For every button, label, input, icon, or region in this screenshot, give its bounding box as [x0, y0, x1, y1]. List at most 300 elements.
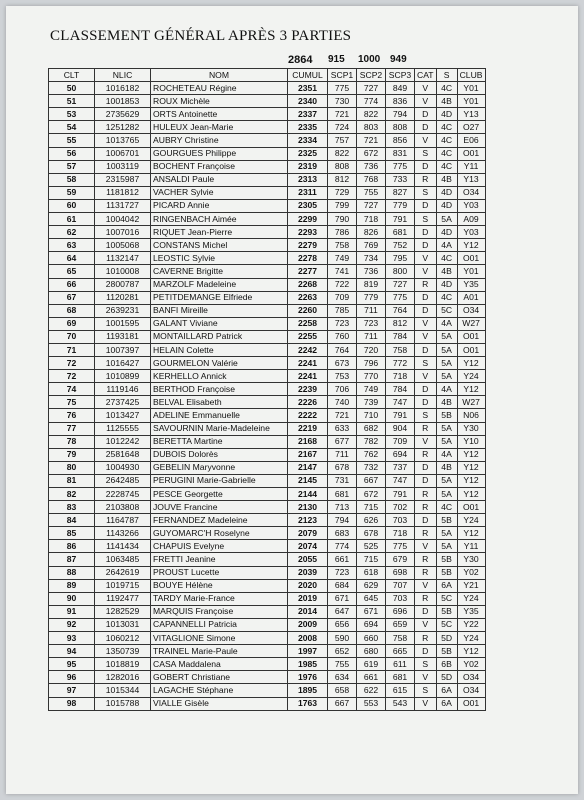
table-row — [49, 160, 486, 173]
cell-nlic: 1010008 — [95, 265, 151, 278]
cell-nom: HULEUX Jean-Marie — [151, 121, 288, 134]
cell-scp3: 758 — [386, 632, 415, 645]
cell-cat: D — [415, 108, 437, 121]
cell-cat: V — [415, 697, 437, 710]
cell-club: O34 — [457, 304, 485, 317]
table-row — [49, 632, 486, 645]
cell-club: O34 — [457, 684, 485, 697]
cell-scp2: 720 — [357, 343, 386, 356]
cell-nom: GALANT Viviane — [151, 317, 288, 330]
cell-club: O01 — [457, 252, 485, 265]
cell-scp1: 740 — [328, 396, 357, 409]
cell-cat: D — [415, 343, 437, 356]
cell-scp1: 794 — [328, 514, 357, 527]
cell-cat: V — [415, 252, 437, 265]
cell-scp1: 729 — [328, 186, 357, 199]
cell-nom: JOUVE Francine — [151, 501, 288, 514]
cell-s: 5A — [436, 435, 457, 448]
cell-scp2: 661 — [357, 671, 386, 684]
cell-club: Y12 — [457, 461, 485, 474]
table-row — [49, 108, 486, 121]
cell-nom: GOURGUES Philippe — [151, 147, 288, 160]
cell-scp3: 775 — [386, 291, 415, 304]
cell-nom: GOURMELON Valérie — [151, 357, 288, 370]
header-cat: CAT — [415, 69, 437, 82]
cell-cumul: 1895 — [288, 684, 328, 697]
cell-club: Y03 — [457, 226, 485, 239]
cell-cumul: 2167 — [288, 448, 328, 461]
cell-scp1: 661 — [328, 553, 357, 566]
cell-scp1: 723 — [328, 566, 357, 579]
cell-scp3: 696 — [386, 605, 415, 618]
cell-club: Y24 — [457, 632, 485, 645]
cell-cat: S — [415, 147, 437, 160]
cell-cat: D — [415, 226, 437, 239]
cell-clt: 82 — [49, 488, 95, 501]
cell-nlic: 1164787 — [95, 514, 151, 527]
cell-cat: D — [415, 645, 437, 658]
cell-nom: KERHELLO Annick — [151, 370, 288, 383]
cell-cat: S — [415, 409, 437, 422]
cell-scp1: 722 — [328, 278, 357, 291]
cell-scp1: 671 — [328, 592, 357, 605]
cell-club: Y24 — [457, 514, 485, 527]
table-row — [49, 304, 486, 317]
cell-cat: V — [415, 95, 437, 108]
cell-nom: CAVERNE Brigitte — [151, 265, 288, 278]
cell-scp1: 741 — [328, 265, 357, 278]
cell-nlic: 1141434 — [95, 540, 151, 553]
cell-scp2: 626 — [357, 514, 386, 527]
table-body — [49, 82, 486, 711]
cell-scp1: 790 — [328, 213, 357, 226]
cell-nom: FRETTI Jeanine — [151, 553, 288, 566]
cell-s: 5A — [436, 488, 457, 501]
cell-cumul: 2008 — [288, 632, 328, 645]
cell-cumul: 2242 — [288, 343, 328, 356]
cell-nom: BANFI Mireille — [151, 304, 288, 317]
cell-cumul: 2337 — [288, 108, 328, 121]
table-row — [49, 435, 486, 448]
cell-scp1: 633 — [328, 422, 357, 435]
table-row — [49, 252, 486, 265]
cell-cat: S — [415, 357, 437, 370]
cell-cat: R — [415, 566, 437, 579]
cell-scp2: 672 — [357, 488, 386, 501]
cell-scp3: 791 — [386, 488, 415, 501]
cell-nlic: 2581648 — [95, 448, 151, 461]
cell-cumul: 2279 — [288, 239, 328, 252]
cell-s: 5A — [436, 527, 457, 540]
cell-nlic: 1007016 — [95, 226, 151, 239]
cell-scp2: 803 — [357, 121, 386, 134]
cell-cat: D — [415, 199, 437, 212]
cell-nlic: 1192477 — [95, 592, 151, 605]
cell-cat: V — [415, 671, 437, 684]
cell-scp3: 779 — [386, 199, 415, 212]
cell-clt: 64 — [49, 252, 95, 265]
cell-s: 5A — [436, 370, 457, 383]
cell-clt: 85 — [49, 527, 95, 540]
table-row — [49, 383, 486, 396]
cell-s: 4A — [436, 448, 457, 461]
cell-scp2: 711 — [357, 330, 386, 343]
cell-scp2: 678 — [357, 527, 386, 540]
cell-nlic: 1131727 — [95, 199, 151, 212]
cell-scp1: 590 — [328, 632, 357, 645]
cell-scp2: 718 — [357, 213, 386, 226]
cell-nlic: 1193181 — [95, 330, 151, 343]
cell-cat: D — [415, 474, 437, 487]
cell-nlic: 1060212 — [95, 632, 151, 645]
cell-nom: DUBOIS Dolorès — [151, 448, 288, 461]
cell-club: Y10 — [457, 435, 485, 448]
table-row — [49, 199, 486, 212]
cell-scp3: 681 — [386, 226, 415, 239]
cell-s: 4D — [436, 226, 457, 239]
cell-scp2: 619 — [357, 658, 386, 671]
cell-cat: R — [415, 278, 437, 291]
cell-scp3: 794 — [386, 108, 415, 121]
table-row — [49, 278, 486, 291]
cell-club: Y24 — [457, 592, 485, 605]
cell-cat: R — [415, 448, 437, 461]
table-row — [49, 566, 486, 579]
cell-nom: CAPANNELLI Patricia — [151, 618, 288, 631]
cell-club: N06 — [457, 409, 485, 422]
cell-scp2: 796 — [357, 357, 386, 370]
cell-club: Y12 — [457, 357, 485, 370]
cell-club: Y01 — [457, 265, 485, 278]
cell-scp2: 732 — [357, 461, 386, 474]
cell-scp3: 543 — [386, 697, 415, 710]
cell-nlic: 2639231 — [95, 304, 151, 317]
cell-s: 6A — [436, 684, 457, 697]
cell-clt: 75 — [49, 396, 95, 409]
cell-nlic: 1015344 — [95, 684, 151, 697]
table-row — [49, 553, 486, 566]
cell-nom: GUYOMARC'H Roselyne — [151, 527, 288, 540]
cell-nlic: 1125555 — [95, 422, 151, 435]
cell-scp1: 760 — [328, 330, 357, 343]
cell-nom: GOBERT Christiane — [151, 671, 288, 684]
cell-club: O01 — [457, 501, 485, 514]
cell-nlic: 1120281 — [95, 291, 151, 304]
cell-scp1: 634 — [328, 671, 357, 684]
cell-nlic: 1015788 — [95, 697, 151, 710]
cell-nlic: 1010899 — [95, 370, 151, 383]
cell-club: O01 — [457, 343, 485, 356]
cell-nom: VITAGLIONE Simone — [151, 632, 288, 645]
cell-scp3: 709 — [386, 435, 415, 448]
cell-s: 4C — [436, 134, 457, 147]
table-row — [49, 186, 486, 199]
cell-scp3: 727 — [386, 278, 415, 291]
cell-scp2: 822 — [357, 108, 386, 121]
cell-club: Y12 — [457, 527, 485, 540]
cell-scp3: 904 — [386, 422, 415, 435]
cell-cumul: 2311 — [288, 186, 328, 199]
cell-scp1: 786 — [328, 226, 357, 239]
cell-cumul: 2351 — [288, 82, 328, 95]
cell-s: 5A — [436, 343, 457, 356]
cell-cat: V — [415, 579, 437, 592]
cell-scp3: 747 — [386, 396, 415, 409]
table-row — [49, 501, 486, 514]
cell-scp3: 747 — [386, 474, 415, 487]
cell-scp2: 769 — [357, 239, 386, 252]
cell-scp2: 782 — [357, 435, 386, 448]
cell-nlic: 1005068 — [95, 239, 151, 252]
cell-cat: S — [415, 684, 437, 697]
cell-scp3: 808 — [386, 121, 415, 134]
cell-s: 4C — [436, 291, 457, 304]
cell-scp1: 658 — [328, 684, 357, 697]
cell-scp2: 715 — [357, 501, 386, 514]
cell-cat: S — [415, 213, 437, 226]
cell-clt: 91 — [49, 605, 95, 618]
cell-clt: 57 — [49, 160, 95, 173]
table-row — [49, 671, 486, 684]
cell-scp3: 758 — [386, 343, 415, 356]
header-scp1: SCP1 — [328, 69, 357, 82]
cell-nom: PETITDEMANGE Elfriede — [151, 291, 288, 304]
cell-nlic: 1013765 — [95, 134, 151, 147]
cell-nom: VACHER Sylvie — [151, 186, 288, 199]
cell-clt: 94 — [49, 645, 95, 658]
cell-clt: 80 — [49, 461, 95, 474]
cell-cumul: 2009 — [288, 618, 328, 631]
cell-club: E06 — [457, 134, 485, 147]
table-row — [49, 618, 486, 631]
cell-nom: TARDY Marie-France — [151, 592, 288, 605]
cell-scp1: 706 — [328, 383, 357, 396]
cell-cumul: 2014 — [288, 605, 328, 618]
cell-cumul: 2241 — [288, 357, 328, 370]
cell-nlic: 1132147 — [95, 252, 151, 265]
cell-club: Y03 — [457, 199, 485, 212]
cell-club: O01 — [457, 330, 485, 343]
cell-nom: ROUX Michèle — [151, 95, 288, 108]
cell-scp3: 611 — [386, 658, 415, 671]
cell-scp1: 755 — [328, 658, 357, 671]
cell-scp3: 694 — [386, 448, 415, 461]
cell-s: 5B — [436, 409, 457, 422]
cell-s: 5B — [436, 514, 457, 527]
cell-cat: R — [415, 527, 437, 540]
cell-scp1: 753 — [328, 370, 357, 383]
cell-club: Y30 — [457, 422, 485, 435]
cell-scp3: 733 — [386, 173, 415, 186]
cell-nlic: 2737425 — [95, 396, 151, 409]
header-clt: CLT — [49, 69, 95, 82]
cell-clt: 95 — [49, 658, 95, 671]
cell-cumul: 2144 — [288, 488, 328, 501]
table-row — [49, 330, 486, 343]
cell-clt: 55 — [49, 134, 95, 147]
cell-scp2: 721 — [357, 134, 386, 147]
cell-nlic: 1007397 — [95, 343, 151, 356]
cell-scp2: 774 — [357, 95, 386, 108]
cell-s: 5B — [436, 605, 457, 618]
cell-s: 4C — [436, 252, 457, 265]
cell-s: 6A — [436, 697, 457, 710]
cell-clt: 84 — [49, 514, 95, 527]
cell-nom: BELVAL Elisabeth — [151, 396, 288, 409]
cell-s: 4C — [436, 160, 457, 173]
cell-s: 4D — [436, 108, 457, 121]
cell-cat: D — [415, 461, 437, 474]
table-row — [49, 684, 486, 697]
cell-clt: 67 — [49, 291, 95, 304]
cell-club: Y12 — [457, 645, 485, 658]
cell-nlic: 1063485 — [95, 553, 151, 566]
cell-scp2: 734 — [357, 252, 386, 265]
cell-scp3: 718 — [386, 370, 415, 383]
cell-cumul: 2055 — [288, 553, 328, 566]
cell-clt: 88 — [49, 566, 95, 579]
top-scp3: 949 — [390, 54, 407, 65]
cell-nom: ADELINE Emmanuelle — [151, 409, 288, 422]
cell-scp1: 730 — [328, 95, 357, 108]
cell-nom: FERNANDEZ Madeleine — [151, 514, 288, 527]
cell-s: 5B — [436, 553, 457, 566]
cell-scp1: 681 — [328, 488, 357, 501]
cell-scp2: 762 — [357, 448, 386, 461]
table-row — [49, 134, 486, 147]
table-row — [49, 265, 486, 278]
cell-nom: BERETTA Martine — [151, 435, 288, 448]
cell-cat: D — [415, 304, 437, 317]
cell-cumul: 2241 — [288, 370, 328, 383]
table-row — [49, 82, 486, 95]
cell-club: Y24 — [457, 370, 485, 383]
table-row — [49, 409, 486, 422]
cell-nom: ORTS Antoinette — [151, 108, 288, 121]
cell-club: Y02 — [457, 658, 485, 671]
cell-club: Y02 — [457, 566, 485, 579]
cell-cumul: 2219 — [288, 422, 328, 435]
cell-cat: V — [415, 330, 437, 343]
cell-club: Y12 — [457, 239, 485, 252]
cell-s: 5B — [436, 566, 457, 579]
cell-cumul: 2278 — [288, 252, 328, 265]
cell-nlic: 1016427 — [95, 357, 151, 370]
cell-club: O01 — [457, 697, 485, 710]
cell-nlic: 1006701 — [95, 147, 151, 160]
page-title: CLASSEMENT GÉNÉRAL APRÈS 3 PARTIES — [50, 28, 352, 44]
cell-cat: V — [415, 435, 437, 448]
cell-s: 5A — [436, 330, 457, 343]
cell-cumul: 2299 — [288, 213, 328, 226]
cell-cat: R — [415, 173, 437, 186]
table-row — [49, 605, 486, 618]
cell-s: 4A — [436, 239, 457, 252]
cell-nlic: 1350739 — [95, 645, 151, 658]
table-row — [49, 514, 486, 527]
cell-scp2: 727 — [357, 199, 386, 212]
cell-club: Y12 — [457, 448, 485, 461]
table-row — [49, 95, 486, 108]
cell-scp3: 679 — [386, 553, 415, 566]
cell-club: Y01 — [457, 82, 485, 95]
cell-nlic: 1003119 — [95, 160, 151, 173]
table-row — [49, 540, 486, 553]
cell-clt: 87 — [49, 553, 95, 566]
cell-cumul: 2263 — [288, 291, 328, 304]
table-row — [49, 527, 486, 540]
header-s: S — [436, 69, 457, 82]
cell-nlic: 1018819 — [95, 658, 151, 671]
cell-cat: S — [415, 658, 437, 671]
cell-nom: PICARD Annie — [151, 199, 288, 212]
cell-nlic: 2800787 — [95, 278, 151, 291]
cell-scp1: 656 — [328, 618, 357, 631]
table-row — [49, 592, 486, 605]
cell-nlic: 1282529 — [95, 605, 151, 618]
cell-clt: 66 — [49, 278, 95, 291]
cell-s: 4B — [436, 95, 457, 108]
cell-scp1: 711 — [328, 448, 357, 461]
cell-cumul: 2222 — [288, 409, 328, 422]
cell-cat: D — [415, 514, 437, 527]
table-row — [49, 645, 486, 658]
cell-cumul: 2039 — [288, 566, 328, 579]
cell-clt: 69 — [49, 317, 95, 330]
table-row — [49, 658, 486, 671]
table-row — [49, 239, 486, 252]
cell-club: Y21 — [457, 579, 485, 592]
cell-scp2: 819 — [357, 278, 386, 291]
cell-club: Y35 — [457, 605, 485, 618]
cell-nlic: 1143266 — [95, 527, 151, 540]
header-nom: NOM — [151, 69, 288, 82]
cell-clt: 56 — [49, 147, 95, 160]
cell-scp2: 770 — [357, 370, 386, 383]
cell-clt: 72 — [49, 357, 95, 370]
table-row — [49, 121, 486, 134]
cell-cumul: 2293 — [288, 226, 328, 239]
cell-s: 5B — [436, 645, 457, 658]
cell-nom: CHAPUIS Evelyne — [151, 540, 288, 553]
cell-club: Y11 — [457, 160, 485, 173]
cell-cat: D — [415, 383, 437, 396]
header-club: CLUB — [457, 69, 485, 82]
table-row — [49, 147, 486, 160]
cell-scp1: 647 — [328, 605, 357, 618]
cell-s: 5D — [436, 671, 457, 684]
cell-club: O34 — [457, 186, 485, 199]
cell-nom: MONTAILLARD Patrick — [151, 330, 288, 343]
cell-scp1: 709 — [328, 291, 357, 304]
table-row — [49, 422, 486, 435]
cell-scp1: 775 — [328, 82, 357, 95]
cell-cat: D — [415, 121, 437, 134]
cell-cumul: 2305 — [288, 199, 328, 212]
table-row — [49, 317, 486, 330]
table-row — [49, 697, 486, 710]
cell-scp2: 779 — [357, 291, 386, 304]
table-row — [49, 396, 486, 409]
cell-s: 4C — [436, 121, 457, 134]
cell-scp1: 677 — [328, 435, 357, 448]
table-row — [49, 448, 486, 461]
cell-cumul: 2258 — [288, 317, 328, 330]
cell-club: Y13 — [457, 173, 485, 186]
cell-nom: PROUST Lucette — [151, 566, 288, 579]
cell-nom: HELAIN Colette — [151, 343, 288, 356]
cell-scp1: 667 — [328, 697, 357, 710]
